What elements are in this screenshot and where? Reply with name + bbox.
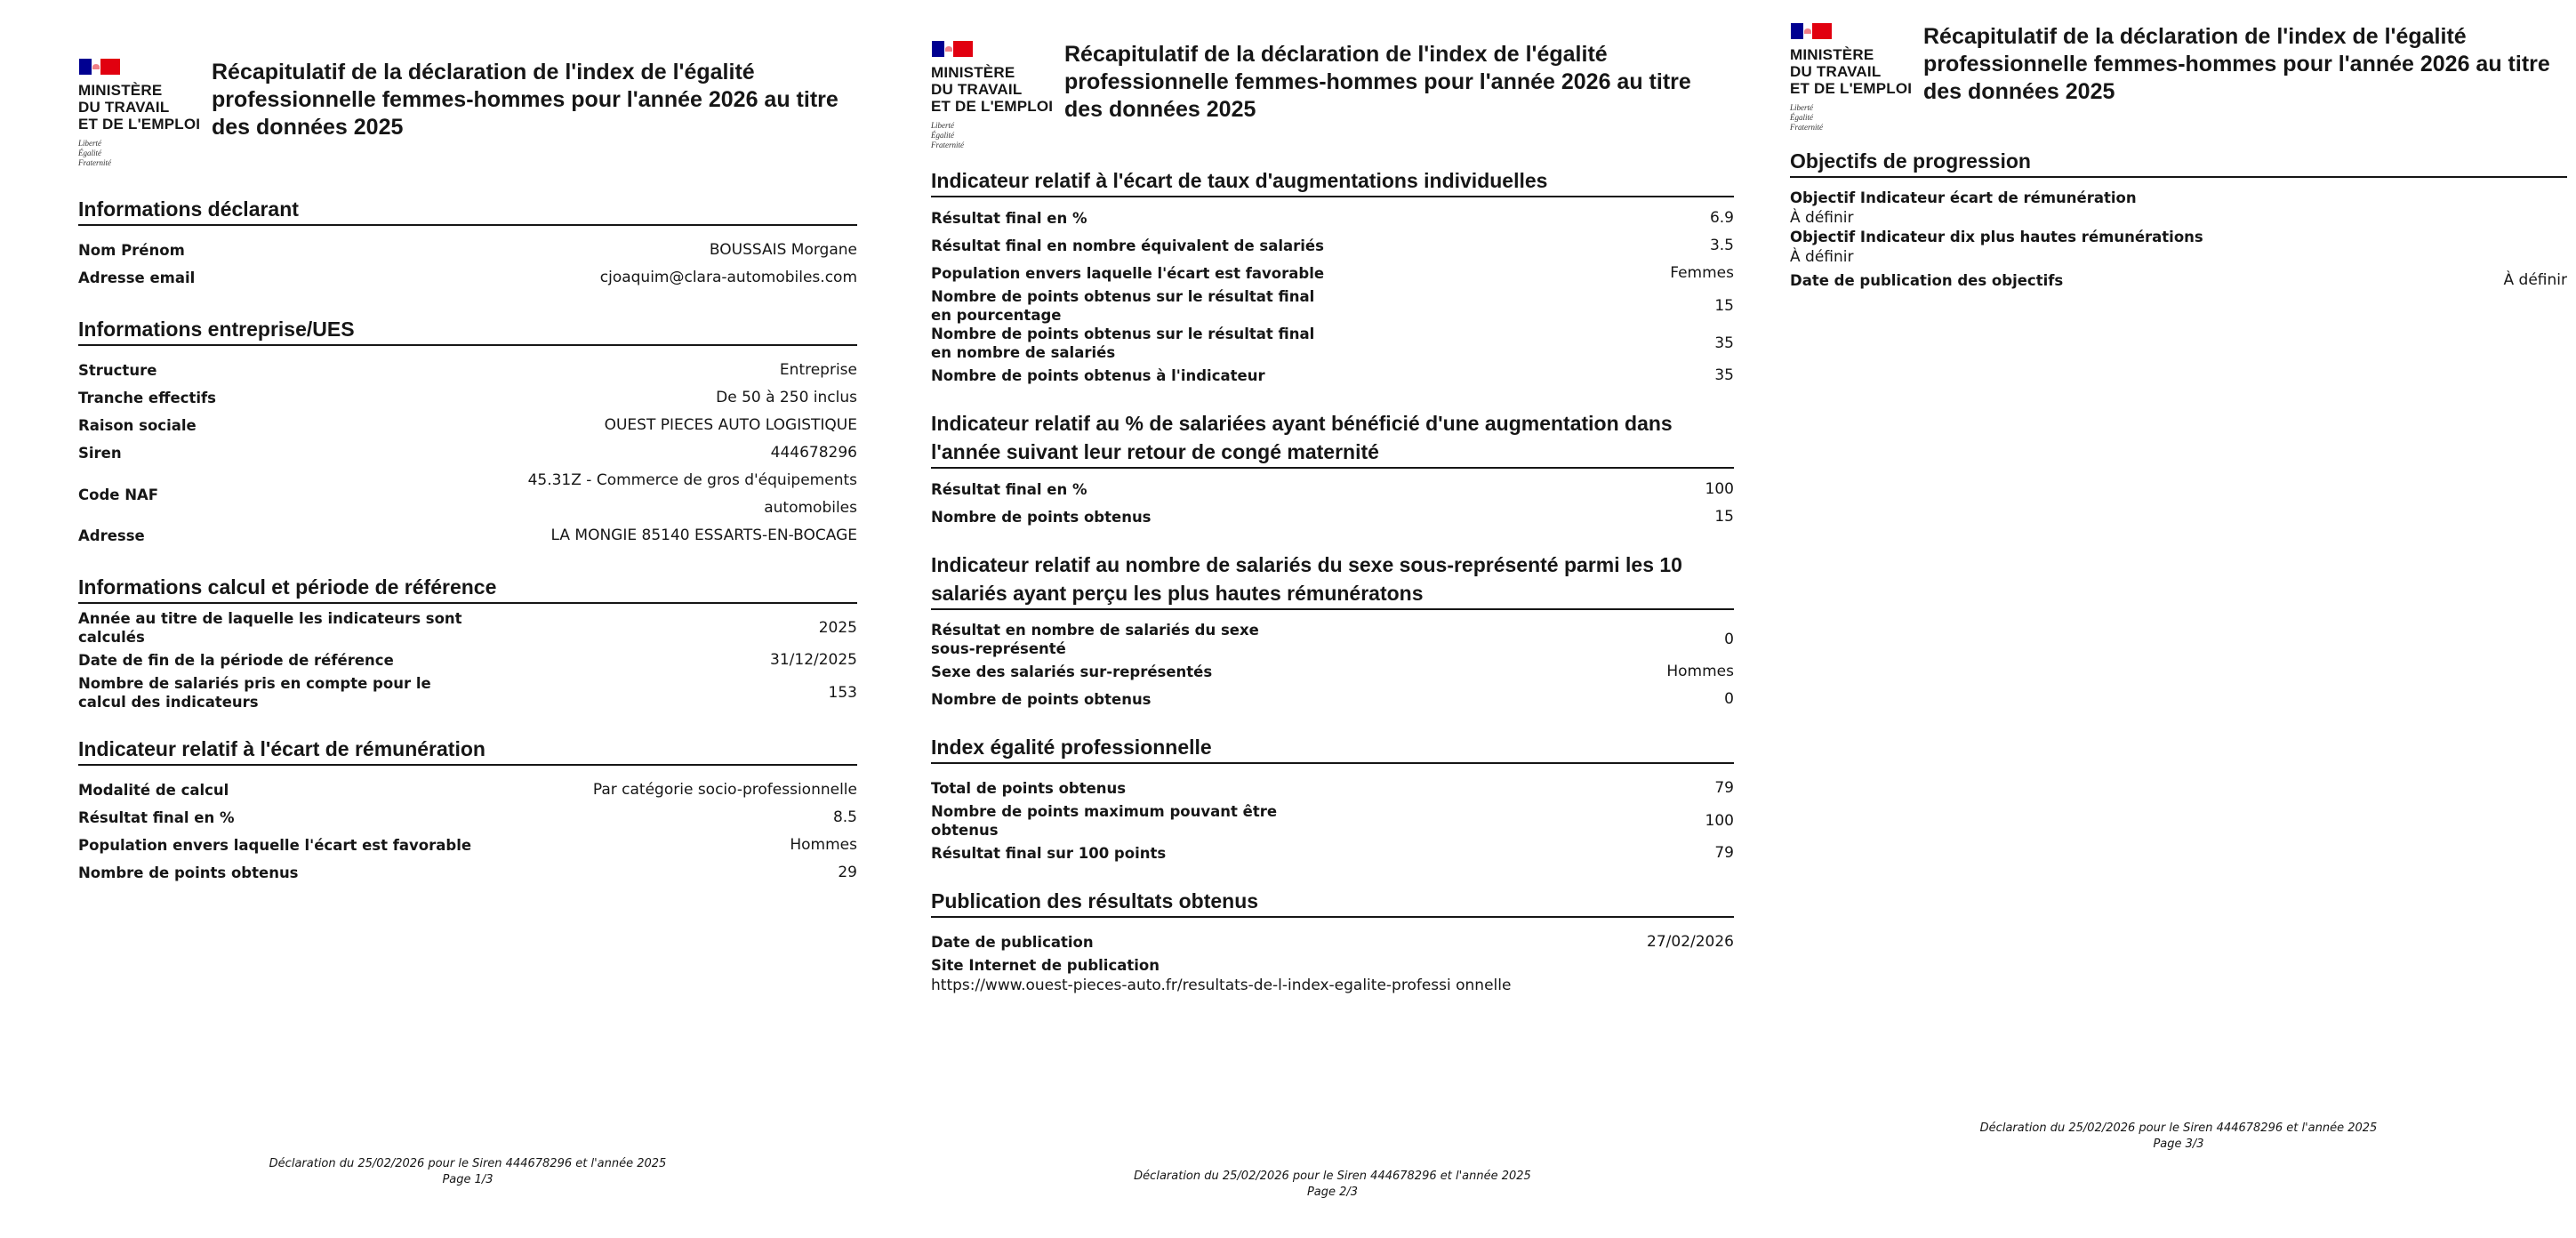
info-row: Nombre de points obtenus sur le résultat final en pourcentage 15 bbox=[931, 288, 1734, 324]
page-2 bbox=[931, 39, 1734, 1213]
republic-flag-icon bbox=[1791, 21, 1923, 41]
info-row: Nombre de points obtenus sur le résultat final en nombre de salariés 35 bbox=[931, 326, 1734, 361]
ministry-name: MINISTÈRE DU TRAVAIL ET DE L'EMPLOI bbox=[931, 64, 1054, 115]
page-footer: Déclaration du 25/02/2026 pour le Siren 444678296 et l'année 2025 Page 3/3 bbox=[1979, 1121, 2378, 1151]
ministry-name: MINISTÈRE DU TRAVAIL ET DE L'EMPLOI bbox=[1790, 46, 1913, 97]
section-title: Publication des résultats obtenus bbox=[931, 887, 1734, 918]
republic-flag-icon bbox=[79, 57, 212, 76]
section-maternite bbox=[931, 409, 1734, 531]
info-row: Population envers laquelle l'écart est favorable Hommes bbox=[78, 836, 857, 854]
objective-item: Objectif Indicateur écart de rémunération À définir bbox=[1790, 189, 2137, 227]
info-row: Résultat final en nombre équivalent de salariés 3.5 bbox=[931, 237, 1734, 254]
info-row: Nombre de points maximum pouvant être obtenus 100 bbox=[931, 803, 1734, 839]
info-row: Code NAF 45.31Z - Commerce de gros d'équipements automobiles bbox=[78, 471, 857, 517]
section-remuneration bbox=[78, 735, 857, 887]
info-row: Nombre de points obtenus 29 bbox=[78, 864, 857, 881]
section-title: Informations déclarant bbox=[78, 195, 857, 226]
info-row: Nombre de salariés pris en compte pour le calcul des indicateurs 153 bbox=[78, 675, 857, 711]
section-title: Informations entreprise/UES bbox=[78, 315, 857, 346]
info-row: Nombre de points obtenus 15 bbox=[931, 508, 1734, 526]
document-title: Récapitulatif de la déclaration de l'index de l'égalité professionnelle femmes-hommes pour l'année 2026 au titre des données 2025 bbox=[212, 60, 839, 140]
republic-motto: Liberté Égalité Fraternité bbox=[1790, 103, 1823, 132]
info-row: Siren 444678296 bbox=[78, 444, 857, 462]
info-row: Nom Prénom BOUSSAIS Morgane bbox=[78, 241, 857, 259]
section-augmentations bbox=[931, 166, 1734, 390]
document-header bbox=[1790, 21, 2567, 133]
page-footer: Déclaration du 25/02/2026 pour le Siren 444678296 et l'année 2025 Page 2/3 bbox=[1134, 1170, 1531, 1199]
info-row: Date de publication 27/02/2026 bbox=[931, 933, 1734, 951]
info-row: Résultat final en % 8.5 bbox=[78, 808, 857, 826]
info-row: Sexe des salariés sur-représentés Hommes bbox=[931, 663, 1734, 680]
republic-motto: Liberté Égalité Fraternité bbox=[931, 121, 964, 149]
section-index bbox=[931, 733, 1734, 867]
section-entreprise bbox=[78, 315, 857, 550]
section-title: Indicateur relatif à l'écart de taux d'augmentations individuelles bbox=[931, 166, 1734, 197]
document-header bbox=[931, 39, 1734, 150]
page-1 bbox=[78, 57, 857, 1213]
ministry-name: MINISTÈRE DU TRAVAIL ET DE L'EMPLOI bbox=[78, 82, 201, 133]
info-row: Année au titre de laquelle les indicateurs sont calculés 2025 bbox=[78, 610, 857, 646]
ministry-logo bbox=[1790, 21, 1923, 133]
info-row: Adresse LA MONGIE 85140 ESSARTS-EN-BOCAGE bbox=[78, 527, 857, 544]
publication-site: Site Internet de publication https://www.ouest-pieces-auto.fr/resultats-de-l-index-egalite-professi onnelle bbox=[931, 956, 1734, 995]
info-row: Date de publication des objectifs À définir bbox=[1790, 271, 2567, 289]
section-title: Index égalité professionnelle bbox=[931, 733, 1734, 764]
page-3 bbox=[1790, 21, 2567, 1160]
info-row: Date de fin de la période de référence 31/12/2025 bbox=[78, 651, 857, 669]
info-row: Adresse email cjoaquim@clara-automobiles.com bbox=[78, 269, 857, 286]
info-row: Résultat final sur 100 points 79 bbox=[931, 844, 1734, 862]
ministry-logo bbox=[78, 57, 212, 168]
publication-site-url[interactable]: https://www.ouest-pieces-auto.fr/resultats-de-l-index-egalite-professi onnelle bbox=[931, 977, 1512, 994]
section-title: Informations calcul et période de référence bbox=[78, 573, 857, 604]
section-title: Indicateur relatif à l'écart de rémunération bbox=[78, 735, 857, 766]
info-row: Nombre de points obtenus à l'indicateur 35 bbox=[931, 366, 1734, 384]
info-row: Résultat final en % 6.9 bbox=[931, 209, 1734, 227]
info-row: Résultat en nombre de salariés du sexe sous-représenté 0 bbox=[931, 622, 1734, 657]
info-row: Total de points obtenus 79 bbox=[931, 779, 1734, 797]
info-row: Population envers laquelle l'écart est favorable Femmes bbox=[931, 264, 1734, 282]
objective-item: Objectif Indicateur dix plus hautes rémunérations À définir bbox=[1790, 229, 2203, 266]
info-row: Raison sociale OUEST PIECES AUTO LOGISTIQUE bbox=[78, 416, 857, 434]
document-header bbox=[78, 57, 857, 168]
info-row: Modalité de calcul Par catégorie socio-professionnelle bbox=[78, 781, 857, 799]
section-publication bbox=[931, 887, 1734, 995]
info-row: Tranche effectifs De 50 à 250 inclus bbox=[78, 389, 857, 406]
section-hautes-remunerations bbox=[931, 551, 1734, 713]
ministry-logo bbox=[931, 39, 1064, 150]
section-declarant bbox=[78, 195, 857, 292]
section-title: Indicateur relatif au nombre de salariés du sexe sous-représenté parmi les 10 salariés ayant perçu les plus hautes rémunératons bbox=[931, 551, 1734, 610]
republic-motto: Liberté Égalité Fraternité bbox=[78, 139, 111, 167]
document-title: Récapitulatif de la déclaration de l'index de l'égalité professionnelle femmes-hommes pour l'année 2026 au titre des données 2025 bbox=[1923, 24, 2550, 104]
section-title: Objectifs de progression bbox=[1790, 147, 2567, 178]
page-footer: Déclaration du 25/02/2026 pour le Siren 444678296 et l'année 2025 Page 1/3 bbox=[269, 1157, 667, 1186]
info-row: Résultat final en % 100 bbox=[931, 480, 1734, 498]
section-calcul bbox=[78, 573, 857, 711]
info-row: Nombre de points obtenus 0 bbox=[931, 690, 1734, 708]
info-row: Structure Entreprise bbox=[78, 361, 857, 379]
republic-flag-icon bbox=[932, 39, 1064, 59]
section-objectifs bbox=[1790, 147, 2567, 294]
document-title: Récapitulatif de la déclaration de l'index de l'égalité professionnelle femmes-hommes pour l'année 2026 au titre des données 2025 bbox=[1064, 42, 1691, 122]
section-title: Indicateur relatif au % de salariées ayant bénéficié d'une augmentation dans l'année suivant leur retour de congé maternité bbox=[931, 409, 1734, 469]
